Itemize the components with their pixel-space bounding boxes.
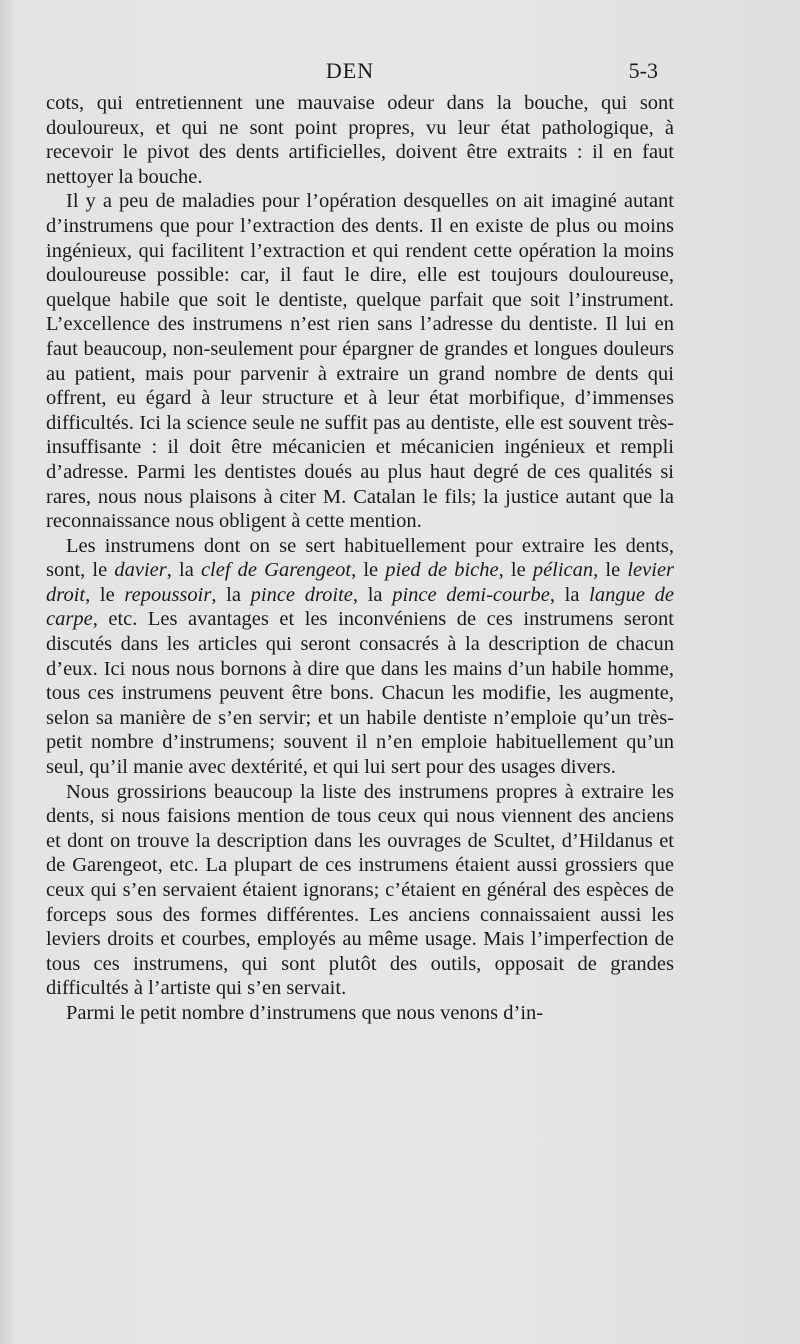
paragraph-3-text: , la (166, 559, 201, 582)
paragraph-4 (46, 780, 674, 1001)
term-repoussoir: repoussoir (124, 583, 212, 606)
page-number: 5-3 (628, 58, 658, 83)
paragraph-2-text: Il y a peu de maladies pour l’opération desquelles on ait imaginé autant d’instrumens que pour l’extraction des dents. Il en existe de plus ou moins ingénieux, qui facilitent l’extraction et qui rendent cette opération la moins douloureuse possible: car, il faut le dire, elle est toujours douloureuse, quelque habile que soit le dentiste, quelque parfait que soit l’instrument. L’excellence des instrumens n’est rien sans l’adresse du dentiste. Il lui en faut beaucoup, non-seulement pour épargner de grandes et longues douleurs au patient, mais pour parvenir à extraire un grand nombre de dents qui offrent, eu égard à leur structure et à leur état morbifique, d’immenses difficultés. Ici la science seule ne suffit pas au dentiste, elle est souvent très-insuffisante : il doit être mécanicien et mécanicien ingénieux et rempli d’adresse. Parmi les dentistes doués au plus haut degré de ces qualités si rares, nous nous plaisons à citer M. Catalan le fils; la justice autant que la reconnaissance nous obligent à cette mention. (46, 190, 674, 533)
paragraph-1 (46, 91, 674, 189)
paragraph-5 (46, 1001, 674, 1026)
paragraph-3 (46, 534, 674, 780)
term-clef-de-garengeot: clef de Garengeot (200, 559, 352, 582)
body-text (46, 91, 674, 1026)
paragraph-5-text: Parmi le petit nombre d’instrumens que nous venons d’in- (66, 1001, 544, 1024)
term-pince-demi-courbe: pince demi-courbe (392, 583, 550, 606)
term-pince-droite: pince droite (250, 583, 353, 606)
term-pied-de-biche: pied de biche (385, 559, 499, 582)
paragraph-3-text: , le (351, 559, 386, 582)
paragraph-3-text: , le (85, 583, 125, 606)
paragraph-3-text: , etc. Les avantages et les inconvéniens de ces instrumens seront discutés dans les articles qui seront consacrés à la description de chacun d’eux. Ici nous nous bornons à dire que dans les mains d’un habile homme, tous ces instrumens peuvent être bons. Chacun les modifie, les augmente, selon sa manière de s’en servir; et un habile dentiste n’emploie qu’un très-petit nombre d’instrumens; souvent il n’en emploie habituellement qu’un seul, qu’il manie avec dextérité, et qui lui sert pour des usages divers. (46, 608, 674, 779)
term-pelican: pélican (532, 559, 594, 582)
running-head: DEN (325, 58, 375, 83)
term-levier-droit: levier droit (46, 559, 675, 606)
term-davier: davier (114, 559, 167, 582)
page-header (46, 58, 658, 88)
term-langue-de-carpe: langue de carpe (46, 583, 674, 631)
paragraph-3-text: , le (498, 559, 533, 582)
paragraph-4-text: Nous grossirions beaucoup la liste des instrumens propres à extraire les dents, si nous faisions mention de tous ceux qui nous viennent des anciens et dont on trouve la description dans les ouvrages de Scultet, d’Hildanus et de Garengeot, etc. La plupart de ces instrumens étaient aussi grossiers que ceux qui s’en servaient étaient ignorans; c’étaient en général des espèces de forceps sous des formes différentes. Les anciens connaissaient aussi les leviers droits et courbes, employés au même usage. Mais l’imperfection de tous ces instrumens, qui sont plutôt des outils, opposait de grandes difficultés à l’artiste qui s’en servait. (46, 780, 674, 1000)
paragraph-2 (46, 189, 674, 533)
paragraph-3-text: , la (549, 583, 590, 606)
paragraph-3-text: , la (211, 583, 251, 606)
paragraph-1-text: cots, qui entretiennent une mauvaise odeur dans la bouche, qui sont douloureux, et qui ne sont point propres, vu leur état pathologique, à recevoir le pivot des dents artificielles, doivent être extraits : il en faut nettoyer la bouche. (46, 92, 674, 188)
paragraph-3-text: , la (352, 583, 393, 606)
paragraph-3-text: Les instrumens dont on se sert habituellement pour extraire les dents, sont, le (46, 534, 674, 582)
paragraph-3-text: , le (593, 559, 628, 582)
